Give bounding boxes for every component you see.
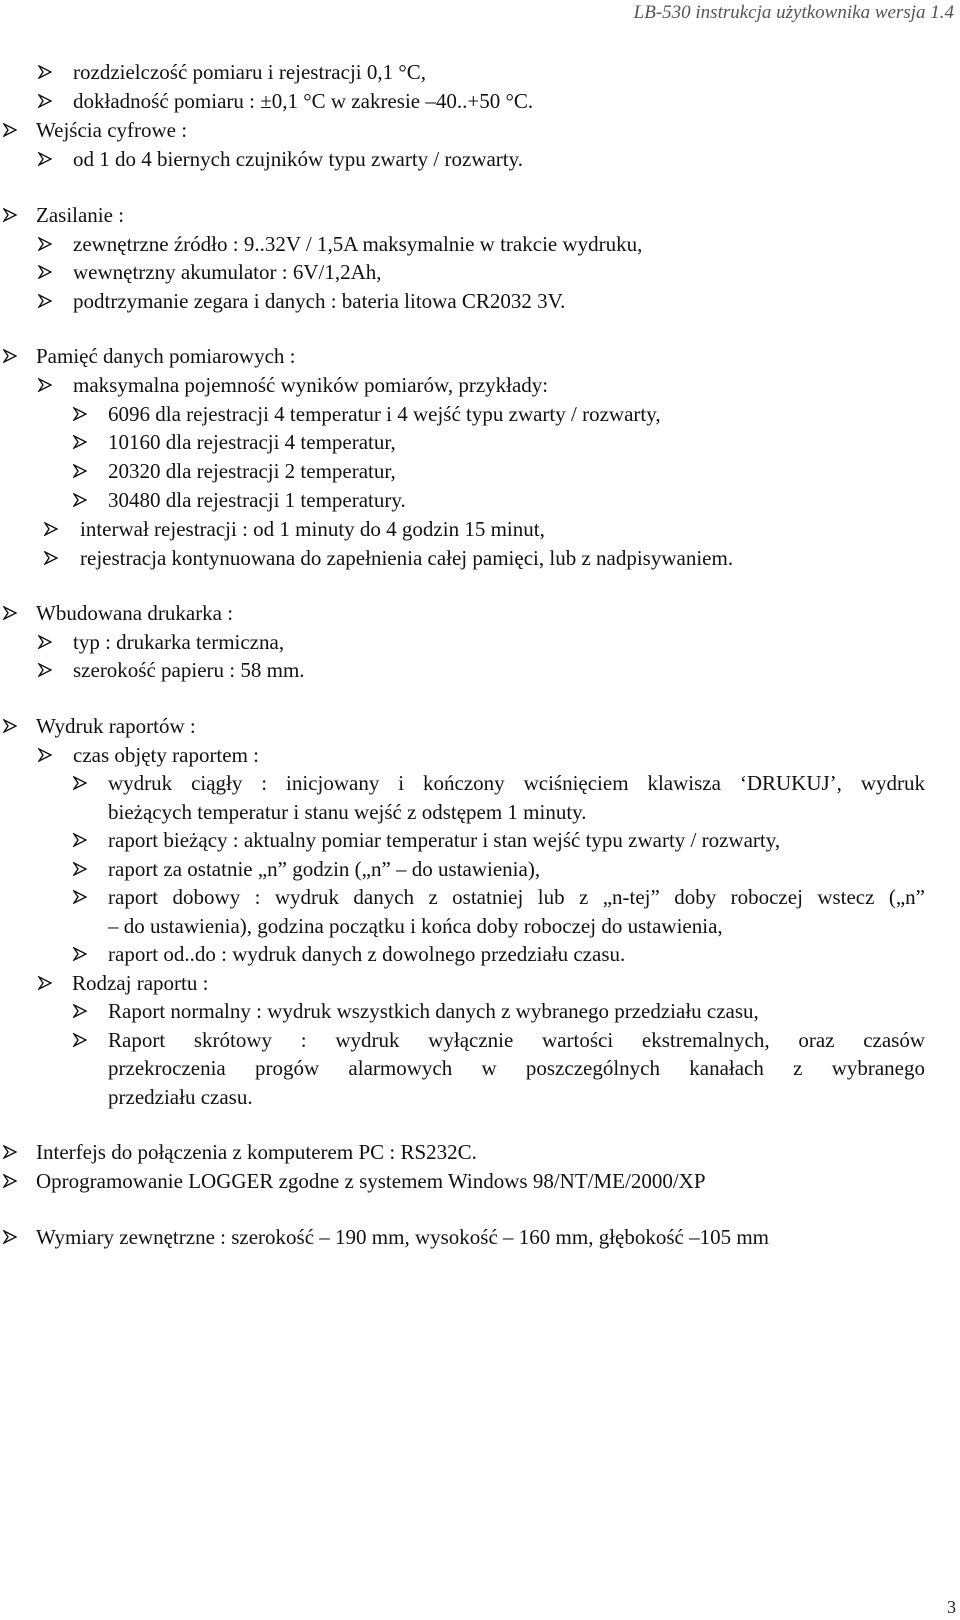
page-header: LB-530 instrukcja użytkownika wersja 1.4 xyxy=(633,2,954,23)
list-item-text: czas objęty raportem : xyxy=(73,743,260,767)
arrowhead-bullet-icon xyxy=(38,663,52,677)
list-item-text: Zasilanie : xyxy=(36,203,125,227)
arrowhead-bullet-icon xyxy=(3,606,17,620)
arrowhead-bullet-icon xyxy=(38,94,52,108)
list-item-text: raport bieżący : aktualny pomiar temperatur i stan wejść typu zwarty / rozwarty, xyxy=(108,828,781,852)
arrowhead-bullet-icon xyxy=(38,976,52,990)
arrowhead-bullet-icon xyxy=(38,635,52,649)
arrowhead-bullet-icon xyxy=(38,152,52,166)
arrowhead-bullet-icon xyxy=(3,123,17,137)
arrowhead-bullet-icon xyxy=(73,464,87,478)
arrowhead-bullet-icon xyxy=(73,862,87,876)
list-item-text: 30480 dla rejestracji 1 temperatury. xyxy=(108,488,406,512)
arrowhead-bullet-icon xyxy=(38,378,52,392)
list-item-continuation: przedziału czasu. xyxy=(108,1085,253,1109)
arrowhead-bullet-icon xyxy=(38,748,52,762)
list-item-continuation: przekroczenia progów alarmowych w poszczególnych kanałach z wybranego xyxy=(108,1056,925,1080)
list-item-text: raport dobowy : wydruk danych z ostatniej lub z „n-tej” doby roboczej wstecz („n” xyxy=(108,885,925,909)
list-item-text: raport od..do : wydruk danych z dowolnego przedziału czasu. xyxy=(108,942,626,966)
list-item-continuation: bieżących temperatur i stanu wejść z odstępem 1 minuty. xyxy=(108,800,587,824)
list-item-text: 6096 dla rejestracji 4 temperatur i 4 wejść typu zwarty / rozwarty, xyxy=(108,402,661,426)
list-item-text: Wymiary zewnętrzne : szerokość – 190 mm, wysokość – 160 mm, głębokość –105 mm xyxy=(36,1225,770,1249)
arrowhead-bullet-icon xyxy=(73,947,87,961)
arrowhead-bullet-icon xyxy=(44,522,58,536)
arrowhead-bullet-icon xyxy=(73,407,87,421)
arrowhead-bullet-icon xyxy=(3,349,17,363)
arrowhead-bullet-icon xyxy=(73,890,87,904)
list-item-text: 10160 dla rejestracji 4 temperatur, xyxy=(108,430,396,454)
list-item-text: rozdzielczość pomiaru i rejestracji 0,1 °C, xyxy=(73,60,427,84)
list-item-text: raport za ostatnie „n” godzin („n” – do ustawienia), xyxy=(108,857,541,881)
list-item-text: wewnętrzny akumulator : 6V/1,2Ah, xyxy=(73,260,382,284)
list-item-text: Wejścia cyfrowe : xyxy=(36,118,188,142)
arrowhead-bullet-icon xyxy=(73,1004,87,1018)
list-item-text: podtrzymanie zegara i danych : bateria litowa CR2032 3V. xyxy=(73,289,566,313)
list-item-text: zewnętrzne źródło : 9..32V / 1,5A maksymalnie w trakcie wydruku, xyxy=(73,232,643,256)
list-item-continuation: – do ustawienia), godzina początku i końca doby roboczej do ustawienia, xyxy=(108,914,723,938)
list-item-text: 20320 dla rejestracji 2 temperatur, xyxy=(108,459,396,483)
list-item-text: wydruk ciągły : inicjowany i kończony wciśnięciem klawisza ‘DRUKUJ’, wydruk xyxy=(108,771,925,795)
list-item-text: Oprogramowanie LOGGER zgodne z systemem Windows 98/NT/ME/2000/XP xyxy=(36,1169,706,1193)
arrowhead-bullet-icon xyxy=(38,65,52,79)
list-item-text: rejestracja kontynuowana do zapełnienia całej pamięci, lub z nadpisywaniem. xyxy=(80,546,734,570)
list-item-text: Wydruk raportów : xyxy=(36,714,196,738)
list-item-text: Rodzaj raportu : xyxy=(72,971,209,995)
arrowhead-bullet-icon xyxy=(38,265,52,279)
list-item-text: maksymalna pojemność wyników pomiarów, przykłady: xyxy=(73,373,549,397)
list-item-text: Raport normalny : wydruk wszystkich danych z wybranego przedziału czasu, xyxy=(108,999,759,1023)
arrowhead-bullet-icon xyxy=(38,237,52,251)
arrowhead-bullet-icon xyxy=(3,208,17,222)
list-item-text: Wbudowana drukarka : xyxy=(36,601,234,625)
list-item-text: od 1 do 4 biernych czujników typu zwarty / rozwarty. xyxy=(73,147,524,171)
list-item-text: interwał rejestracji : od 1 minuty do 4 godzin 15 minut, xyxy=(80,517,545,541)
page-number: 3 xyxy=(947,1597,956,1617)
arrowhead-bullet-icon xyxy=(73,435,87,449)
list-item-text: szerokość papieru : 58 mm. xyxy=(73,658,305,682)
arrowhead-bullet-icon xyxy=(3,1145,17,1159)
arrowhead-bullet-icon xyxy=(73,776,87,790)
arrowhead-bullet-icon xyxy=(73,493,87,507)
arrowhead-bullet-icon xyxy=(3,1174,17,1188)
list-item-text: Interfejs do połączenia z komputerem PC : RS232C. xyxy=(36,1140,477,1164)
arrowhead-bullet-icon xyxy=(73,1033,87,1047)
arrowhead-bullet-icon xyxy=(38,294,52,308)
arrowhead-bullet-icon xyxy=(3,719,17,733)
list-item-text: typ : drukarka termiczna, xyxy=(73,630,285,654)
arrowhead-bullet-icon xyxy=(44,551,58,565)
list-item-text: Pamięć danych pomiarowych : xyxy=(36,344,296,368)
arrowhead-bullet-icon xyxy=(73,833,87,847)
list-item-text: Raport skrótowy : wydruk wyłącznie wartości ekstremalnych, oraz czasów xyxy=(108,1028,925,1052)
list-item-text: dokładność pomiaru : ±0,1 °C w zakresie –40..+50 °C. xyxy=(73,89,534,113)
arrowhead-bullet-icon xyxy=(3,1230,17,1244)
